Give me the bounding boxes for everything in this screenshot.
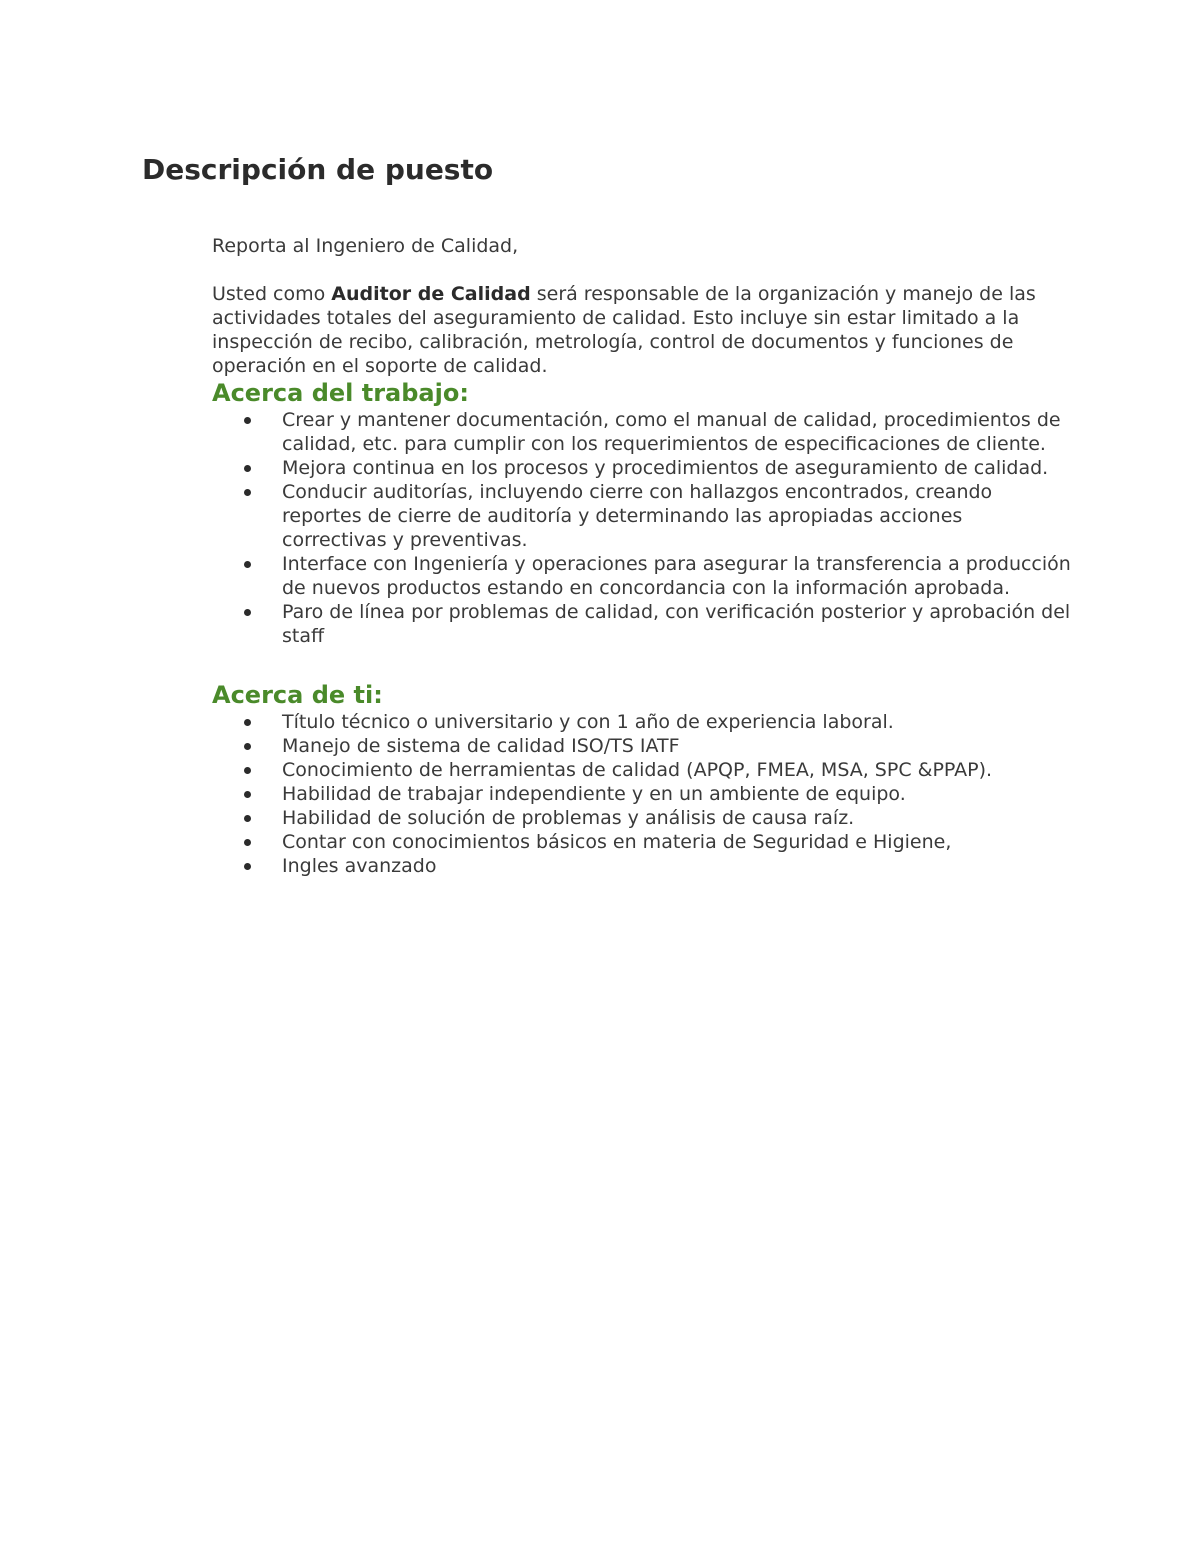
bullet-icon	[244, 719, 251, 726]
page-title: Descripción de puesto	[142, 153, 494, 186]
job-description-body	[212, 234, 1072, 878]
list-item	[282, 710, 1072, 734]
list-item	[282, 854, 1072, 878]
about-job-list	[212, 408, 1072, 648]
intro-paragraph	[212, 282, 1072, 378]
list-item-text: Paro de línea por problemas de calidad, con verificación posterior y aprobación del staff	[282, 601, 1071, 647]
list-item	[282, 600, 1072, 648]
bullet-icon	[244, 417, 251, 424]
list-item-text: Crear y mantener documentación, como el manual de calidad, procedimientos de calidad, etc. para cumplir con los requerimientos de especificaciones de cliente.	[282, 409, 1061, 455]
intro-role: Auditor de Calidad	[331, 283, 531, 305]
about-you-heading: Acerca de ti:	[212, 681, 383, 709]
about-you-list	[212, 710, 1072, 878]
list-item	[282, 408, 1072, 456]
intro-suffix: será responsable de la organización y manejo de las actividades totales del aseguramiento de calidad. Esto incluye sin estar limitado a la inspección de recibo, calibración, metrología, control de documentos y funciones de operación en el soporte de calidad.	[212, 283, 1036, 377]
list-item-text: Conducir auditorías, incluyendo cierre con hallazgos encontrados, creando reportes de cierre de auditoría y determinando las apropiadas acciones correctivas y preventivas.	[282, 481, 993, 551]
about-job-heading: Acerca del trabajo:	[212, 379, 469, 407]
bullet-icon	[244, 561, 251, 568]
list-item	[282, 734, 1072, 758]
bullet-icon	[244, 489, 251, 496]
list-item-text: Título técnico o universitario y con 1 año de experiencia laboral.	[282, 711, 894, 733]
list-item-text: Conocimiento de herramientas de calidad (APQP, FMEA, MSA, SPC &PPAP).	[282, 759, 993, 781]
list-item	[282, 456, 1072, 480]
bullet-icon	[244, 839, 251, 846]
list-item-text: Habilidad de solución de problemas y análisis de causa raíz.	[282, 807, 855, 829]
bullet-icon	[244, 791, 251, 798]
list-item-text: Ingles avanzado	[282, 855, 437, 877]
bullet-icon	[244, 465, 251, 472]
list-item	[282, 830, 1072, 854]
list-item	[282, 782, 1072, 806]
list-item	[282, 552, 1072, 600]
bullet-icon	[244, 863, 251, 870]
list-item	[282, 758, 1072, 782]
bullet-icon	[244, 743, 251, 750]
list-item-text: Contar con conocimientos básicos en materia de Seguridad e Higiene,	[282, 831, 952, 853]
list-item-text: Interface con Ingeniería y operaciones para asegurar la transferencia a producción de nuevos productos estando en concordancia con la información aprobada.	[282, 553, 1071, 599]
bullet-icon	[244, 767, 251, 774]
intro-prefix: Usted como	[212, 283, 332, 305]
reports-to-text: Reporta al Ingeniero de Calidad,	[212, 235, 519, 257]
list-item	[282, 480, 1072, 552]
bullet-icon	[244, 815, 251, 822]
list-item	[282, 806, 1072, 830]
list-item-text: Habilidad de trabajar independiente y en un ambiente de equipo.	[282, 783, 906, 805]
bullet-icon	[244, 609, 251, 616]
list-item-text: Mejora continua en los procesos y procedimientos de aseguramiento de calidad.	[282, 457, 1049, 479]
list-item-text: Manejo de sistema de calidad ISO/TS IATF	[282, 735, 680, 757]
